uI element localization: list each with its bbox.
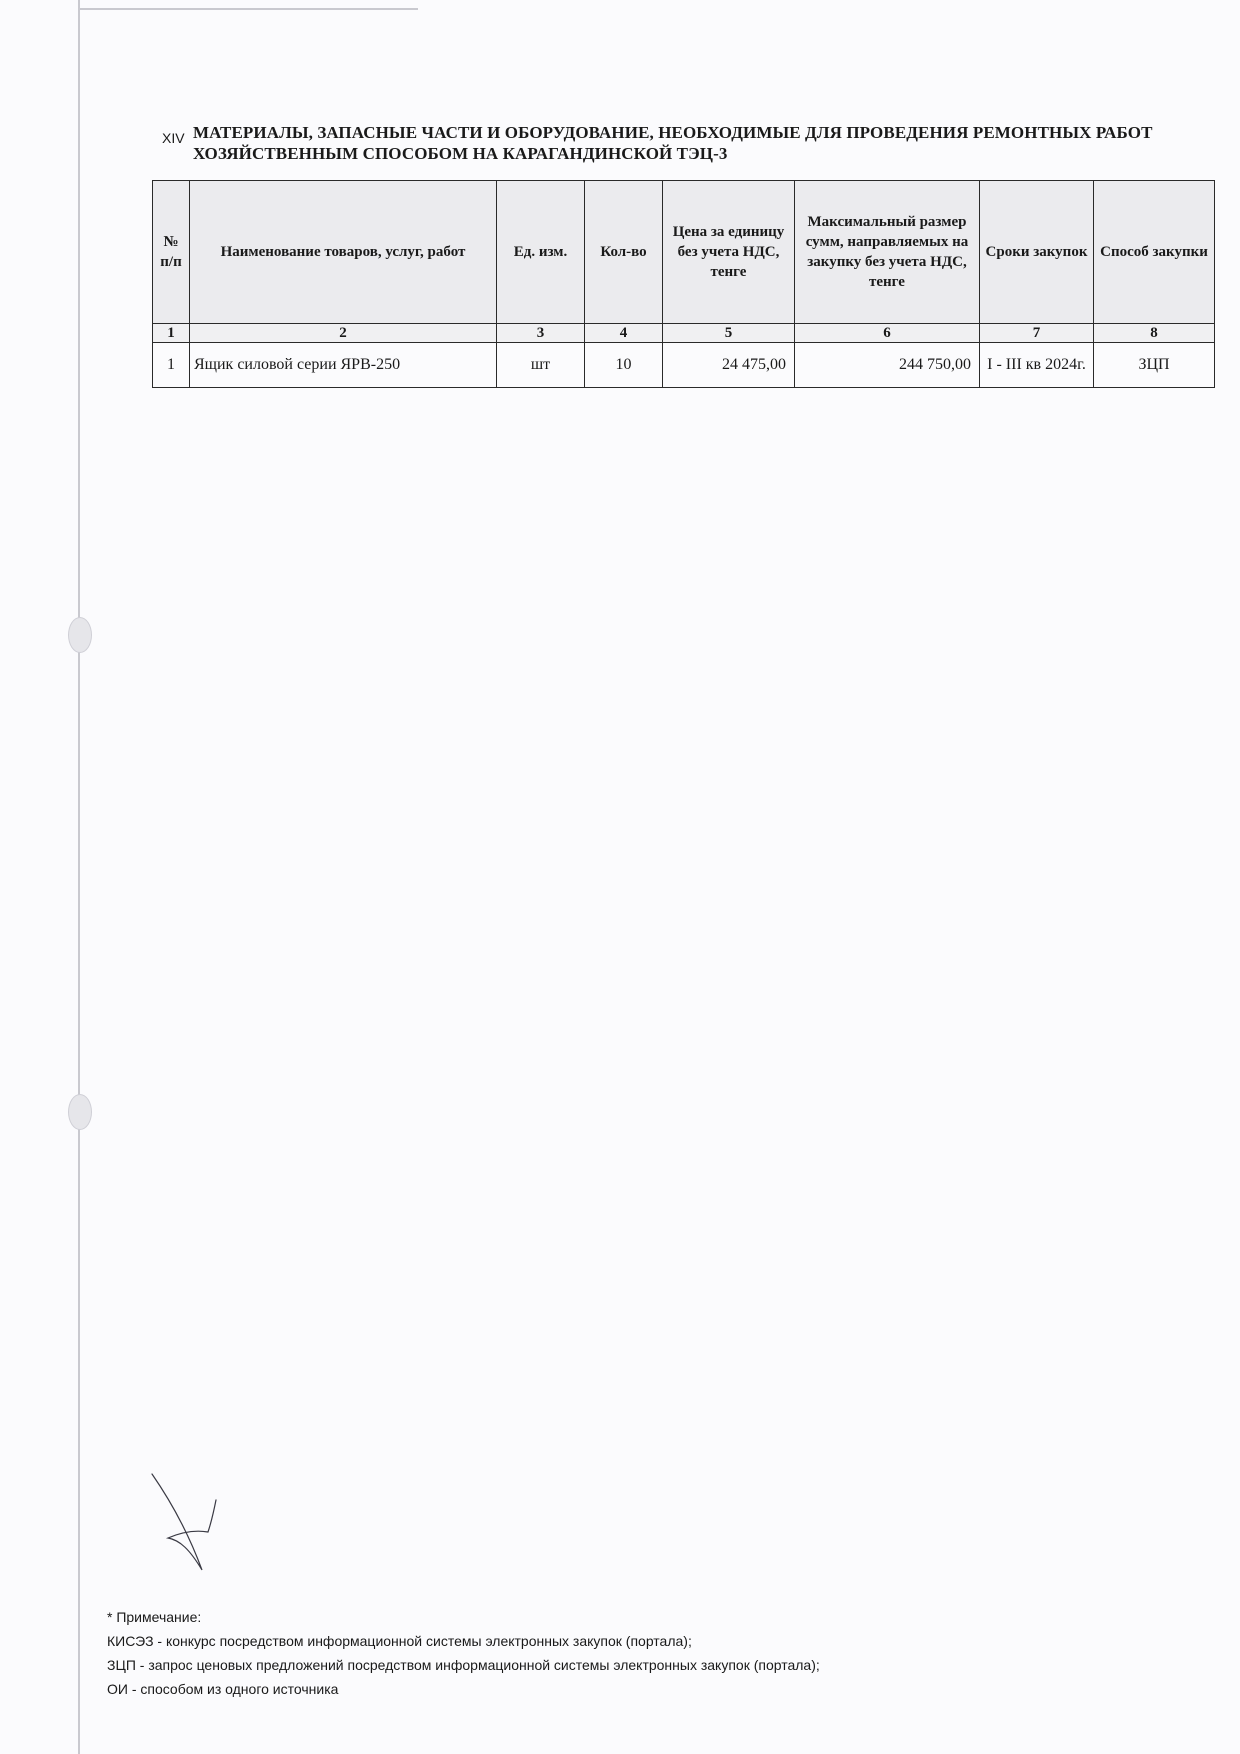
procurement-table bbox=[152, 180, 1215, 388]
header-qty: Кол-во bbox=[585, 181, 663, 324]
cell-term: I - III кв 2024г. bbox=[980, 343, 1094, 388]
cell-unit: шт bbox=[497, 343, 585, 388]
header-price: Цена за единицу без учета НДС, тенге bbox=[663, 181, 795, 324]
header-unit: Ед. изм. bbox=[497, 181, 585, 324]
punch-hole-top bbox=[68, 617, 92, 653]
column-number: 2 bbox=[190, 324, 497, 343]
note-line: КИСЭЗ - конкурс посредством информационной системы электронных закупок (портала); bbox=[107, 1633, 692, 1649]
column-number: 4 bbox=[585, 324, 663, 343]
header-term: Сроки закупок bbox=[980, 181, 1094, 324]
column-number: 1 bbox=[153, 324, 190, 343]
header-method: Способ закупки bbox=[1094, 181, 1215, 324]
page-top-edge bbox=[78, 8, 418, 10]
column-number: 5 bbox=[663, 324, 795, 343]
notes-heading: * Примечание: bbox=[107, 1609, 202, 1625]
cell-qty: 10 bbox=[585, 343, 663, 388]
note-line: ЗЦП - запрос ценовых предложений посредством информационной системы электронных закупок (портала); bbox=[107, 1657, 820, 1673]
cell-method: ЗЦП bbox=[1094, 343, 1215, 388]
section-number: XIV bbox=[162, 130, 185, 146]
column-number: 8 bbox=[1094, 324, 1215, 343]
header-total: Максимальный размер сумм, направляемых на закупку без учета НДС, тенге bbox=[795, 181, 980, 324]
page-edge bbox=[78, 0, 80, 1754]
header-num: № п/п bbox=[153, 181, 190, 324]
column-number-row bbox=[153, 324, 1215, 343]
signature bbox=[150, 1470, 270, 1580]
table-row bbox=[153, 343, 1215, 388]
section-title: МАТЕРИАЛЫ, ЗАПАСНЫЕ ЧАСТИ И ОБОРУДОВАНИЕ, НЕОБХОДИМЫЕ ДЛЯ ПРОВЕДЕНИЯ РЕМОНТНЫХ РАБОТ ХОЗЯЙСТВЕННЫМ СПОСОБОМ НА КАРАГАНДИНСКОЙ ТЭЦ-3 bbox=[193, 123, 1153, 163]
cell-total: 244 750,00 bbox=[795, 343, 980, 388]
column-number: 6 bbox=[795, 324, 980, 343]
table-header-row bbox=[153, 181, 1215, 324]
notes-block bbox=[107, 1605, 1207, 1701]
cell-name: Ящик силовой серии ЯРВ-250 bbox=[190, 343, 497, 388]
punch-hole-bottom bbox=[68, 1094, 92, 1130]
cell-price: 24 475,00 bbox=[663, 343, 795, 388]
column-number: 3 bbox=[497, 324, 585, 343]
note-line: ОИ - способом из одного источника bbox=[107, 1681, 339, 1697]
header-name: Наименование товаров, услуг, работ bbox=[190, 181, 497, 324]
cell-num: 1 bbox=[153, 343, 190, 388]
column-number: 7 bbox=[980, 324, 1094, 343]
